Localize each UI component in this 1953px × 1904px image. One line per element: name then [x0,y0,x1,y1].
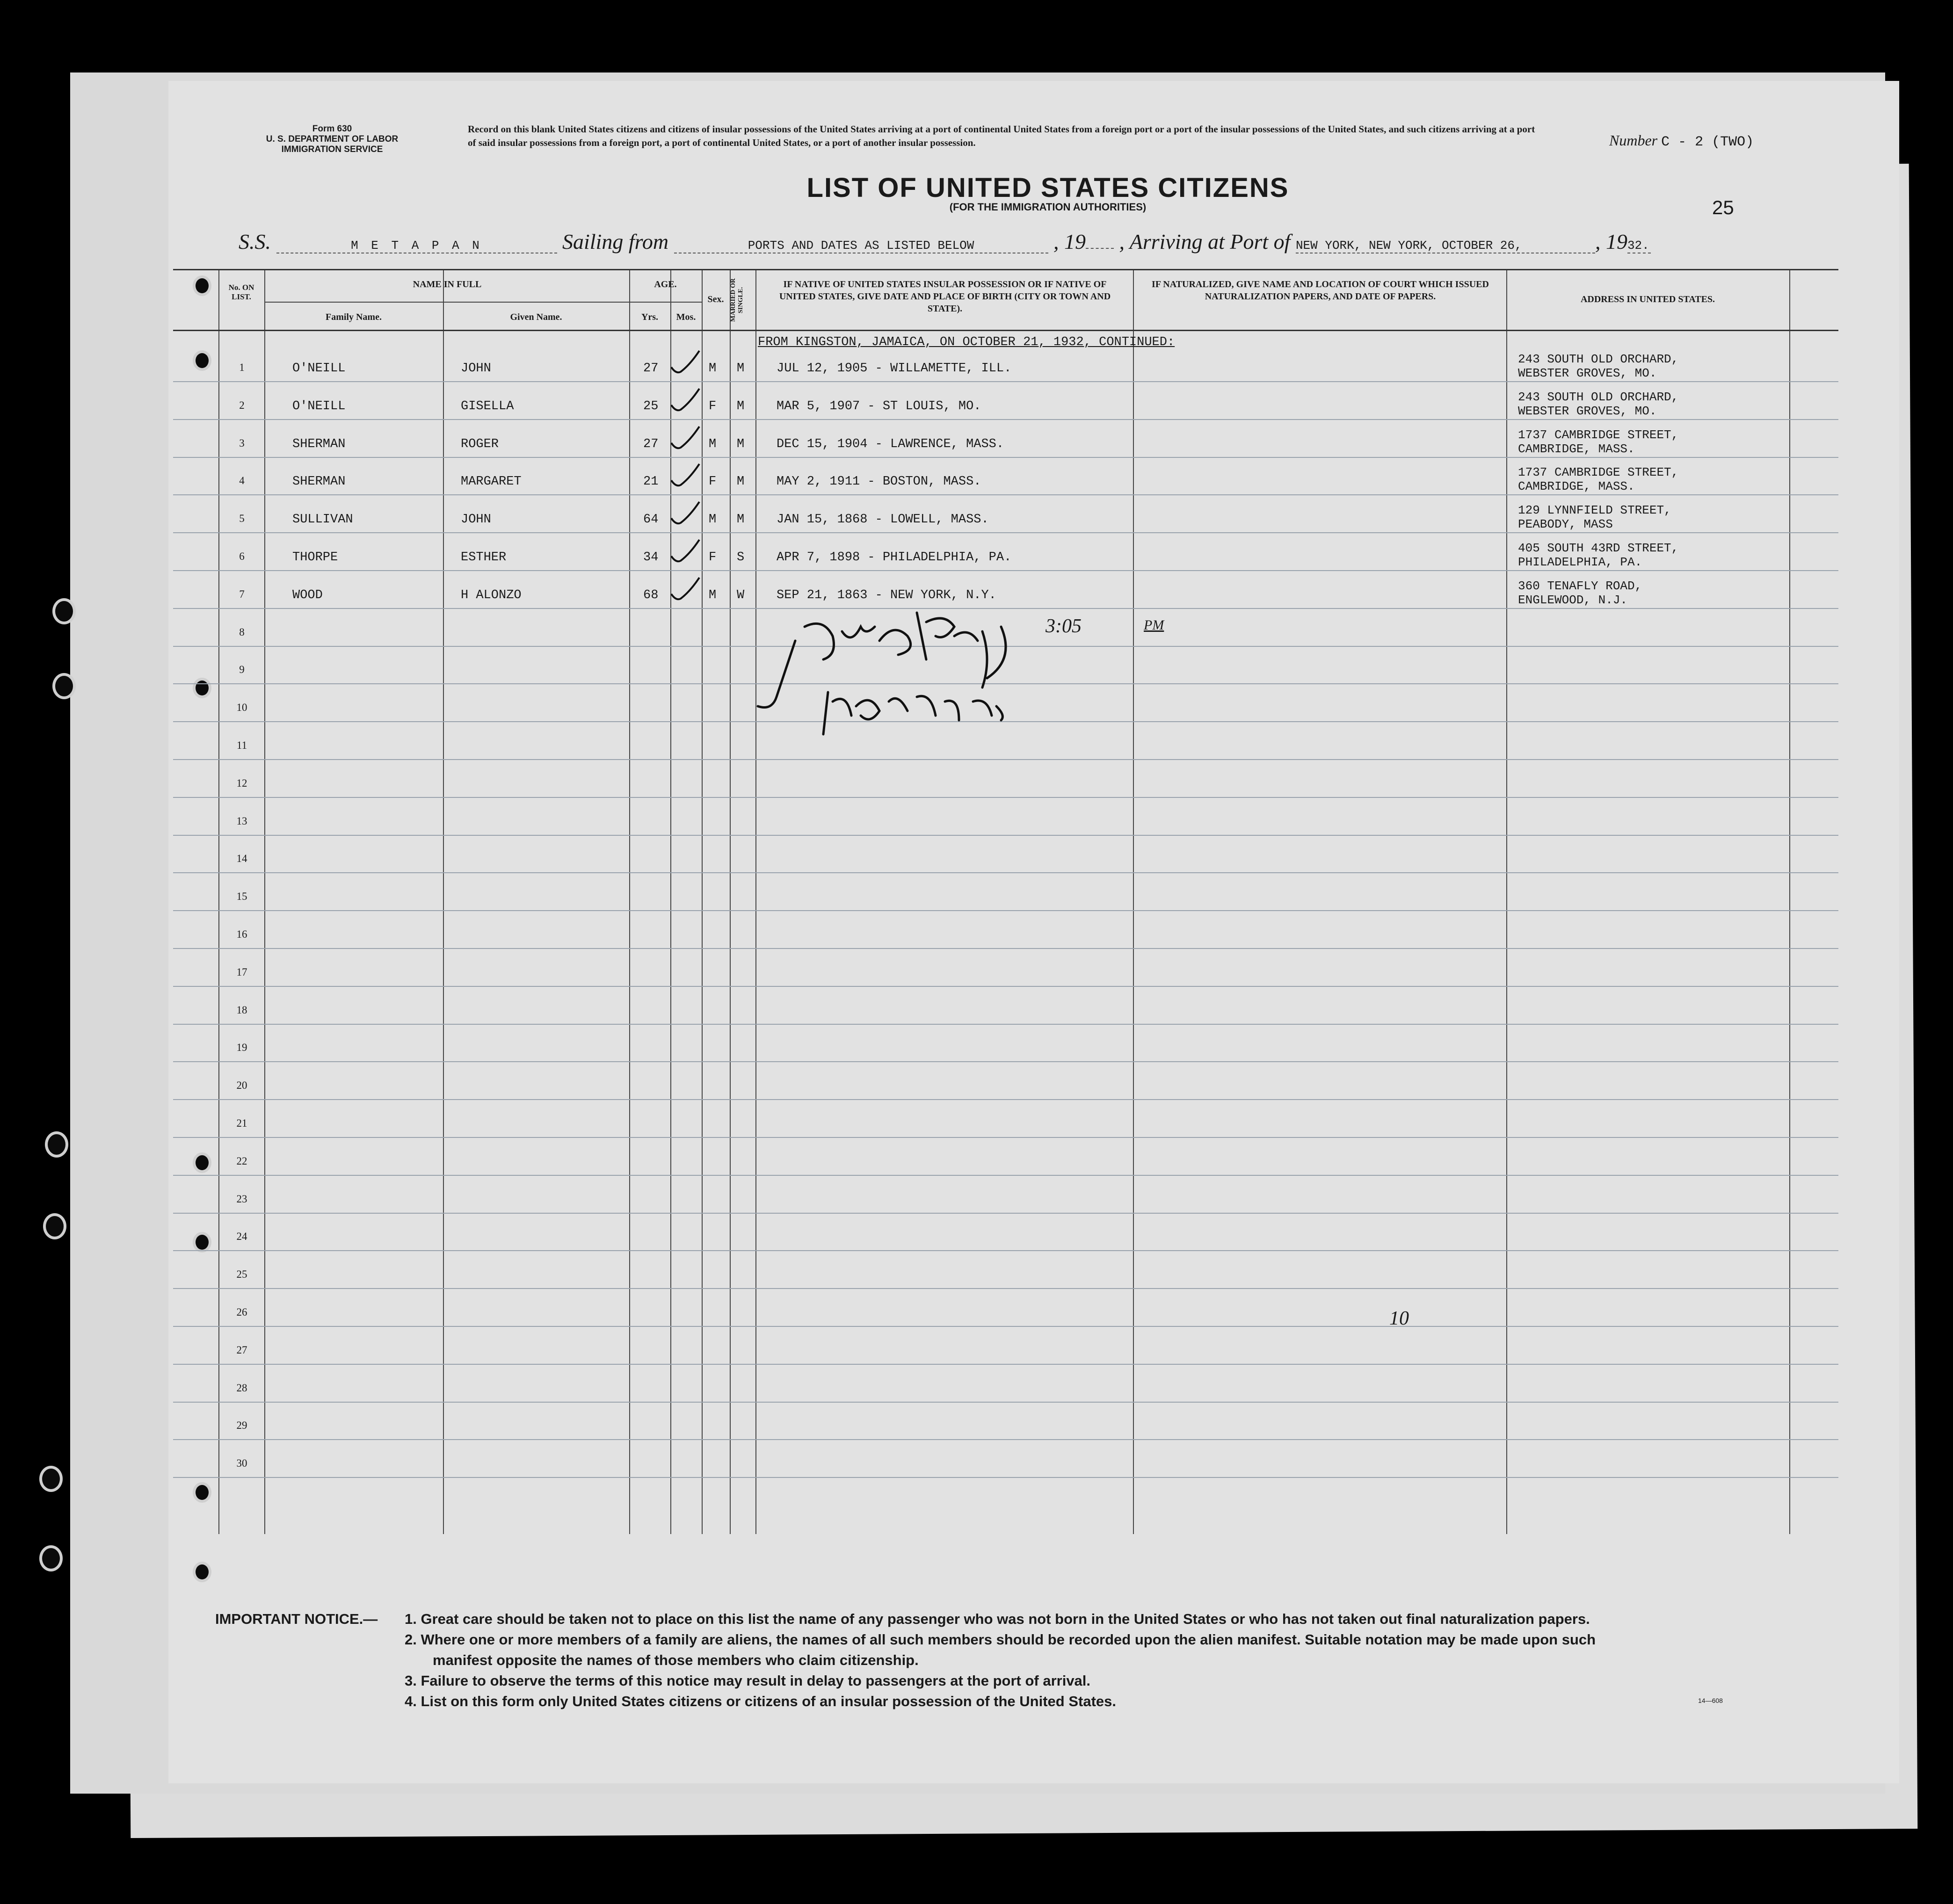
birth-date-place: DEC 15, 1904 - LAWRENCE, MASS. [777,437,1004,451]
row-number: 22 [236,1155,247,1167]
family-name: SULLIVAN [292,513,353,527]
sailing-ports: PORTS AND DATES AS LISTED BELOW [674,239,1048,253]
col-divider [1789,269,1790,1534]
binder-hole [55,601,73,622]
family-name: O'NEILL [292,362,346,376]
row-rule [173,797,1838,798]
arrival-port: NEW YORK, NEW YORK, OCTOBER 26, [1296,239,1595,253]
check-mark [669,500,702,528]
voyage-line [239,229,1651,254]
row-number: 29 [236,1419,247,1432]
col-divider [218,269,219,1534]
form-number: Form 630 [312,124,352,134]
row-number: 7 [239,588,245,600]
address-line: PHILADELPHIA, PA. [1518,555,1642,569]
sex: M [709,588,717,602]
age-years: 27 [643,362,659,376]
binder-hole [48,1134,65,1155]
col-divider [670,269,671,1534]
row-number: 4 [239,475,245,487]
header-no: No. ON LIST. [228,283,254,301]
header-name-in-full: NAME IN FULL [413,279,482,290]
row-number: 21 [236,1117,247,1129]
given-name: MARGARET [461,475,522,489]
form-identification [243,124,421,155]
row-rule [173,986,1838,987]
married-status: M [737,513,745,527]
row-rule [173,1213,1838,1214]
row-number: 10 [236,702,247,714]
handwritten-time [1045,615,1082,637]
header-rule [173,330,1838,331]
col-divider [264,269,265,1534]
row-rule [173,1250,1838,1251]
notice-item-3: 3. Failure to observe the terms of this notice may result in delay to passengers at the port of arrival. [405,1672,1091,1689]
row-rule [173,948,1838,949]
age-years: 25 [643,399,659,413]
col-divider [702,269,703,1534]
number-value: C - 2 (TWO) [1661,134,1754,150]
married-status: M [737,475,745,489]
given-name: JOHN [461,362,491,376]
address-line: WEBSTER GROVES, MO. [1518,404,1657,418]
age-years: 27 [643,437,659,451]
row-number: 1 [239,362,245,373]
birth-date-place: JAN 15, 1868 - LOWELL, MASS. [777,513,989,527]
age-years: 21 [643,475,659,489]
row-rule [173,835,1838,836]
col-divider [443,269,444,1534]
married-status: M [737,362,745,376]
notice-item-4: 4. List on this form only United States citizens or citizens of an insular possession of the United States. [405,1693,1116,1709]
header-years: Yrs. [641,312,659,322]
birth-date-place: MAR 5, 1907 - ST LOUIS, MO. [777,399,981,413]
row-number: 3 [239,437,245,449]
binder-hole [55,676,73,696]
row-number: 8 [239,626,245,638]
row-number: 9 [239,664,245,676]
sailing-year-prefix: , 19 [1053,230,1086,253]
row-number: 28 [236,1382,247,1394]
married-status: W [737,588,745,602]
binder-hole [42,1469,60,1489]
address-line: 405 SOUTH 43RD STREET, [1518,541,1679,555]
row-number: 19 [236,1042,247,1054]
address-line: 243 SOUTH OLD ORCHARD, [1518,390,1679,404]
ss-label: S.S. [239,230,271,253]
row-number: 18 [236,1004,247,1016]
sex: M [709,513,717,527]
row-rule [173,532,1838,533]
header-address: ADDRESS IN UNITED STATES. [1580,294,1715,304]
header-rule [264,302,630,303]
given-name: JOHN [461,513,491,527]
row-number: 2 [239,399,245,411]
header-given-name: Given Name. [510,312,562,322]
row-number: 5 [239,513,245,525]
row-rule [173,570,1838,571]
address-line: 243 SOUTH OLD ORCHARD, [1518,352,1679,366]
sailing-label: Sailing from [562,230,669,253]
family-name: SHERMAN [292,437,346,451]
time-value: 3:05 [1045,615,1082,637]
address-line: 1737 CAMBRIDGE STREET, [1518,465,1679,480]
margin-mark: 10 [1389,1308,1409,1329]
row-rule [173,1288,1838,1289]
row-rule [173,419,1838,420]
sex: F [709,399,717,413]
row-number: 13 [236,815,247,827]
birth-date-place: SEP 21, 1863 - NEW YORK, N.Y. [777,588,996,602]
address-line: 129 LYNNFIELD STREET, [1518,503,1671,518]
sex: M [709,362,717,376]
row-rule [173,1175,1838,1176]
row-number: 26 [236,1306,247,1318]
row-rule [173,381,1838,382]
address-line: CAMBRIDGE, MASS. [1518,442,1635,456]
married-status: M [737,437,745,451]
row-rule [173,1061,1838,1062]
notice-item-1: 1. Great care should be taken not to place on this list the name of any passenger who was not born in the United States or who has not taken out final naturalization papers. [405,1611,1590,1627]
row-number: 12 [236,777,247,789]
list-number [1609,132,1754,150]
sex: M [709,437,717,451]
address-line: CAMBRIDGE, MASS. [1518,479,1635,494]
notice-lead: IMPORTANT NOTICE.— [215,1611,378,1627]
given-name: ESTHER [461,550,507,565]
header-rule [173,269,1838,270]
service-name: IMMIGRATION SERVICE [281,145,383,154]
family-name: SHERMAN [292,475,346,489]
col-divider [730,269,731,1534]
birth-date-place: MAY 2, 1911 - BOSTON, MASS. [777,475,981,489]
row-number: 24 [236,1231,247,1243]
number-label: Number [1609,132,1658,149]
row-number: 23 [236,1193,247,1205]
birth-date-place: JUL 12, 1905 - WILLAMETTE, ILL. [777,362,1012,376]
row-rule [173,494,1838,495]
sex: F [709,550,717,565]
sex: F [709,475,717,489]
birth-date-place: APR 7, 1898 - PHILADELPHIA, PA. [777,550,1012,565]
row-number: 6 [239,550,245,562]
row-number: 17 [236,966,247,978]
address-line: PEABODY, MASS [1518,517,1613,532]
row-number: 14 [236,853,247,865]
ship-name: M E T A P A N [276,239,557,253]
page-subtitle: (FOR THE IMMIGRATION AUTHORITIES) [949,201,1147,213]
arrival-year-prefix: , 19 [1595,230,1627,253]
row-rule [173,872,1838,873]
row-rule [173,1024,1838,1025]
row-rule [173,1402,1838,1403]
header-age: AGE. [654,279,677,290]
header-family-name: Family Name. [326,312,382,322]
page-title: LIST OF UNITED STATES CITIZENS [806,173,1289,203]
given-name: ROGER [461,437,499,451]
arriving-label: , Arriving at Port of [1119,230,1291,253]
col-divider [755,269,756,1534]
row-number: 11 [236,739,247,751]
married-status: M [737,399,745,413]
handwritten-pm: PM [1144,617,1164,633]
age-years: 68 [643,588,659,602]
intro-instructions: Record on this blank United States citizens and citizens of insular possessions of the United States arriving at a port of continental United States from a foreign port or a port of the insular possessions of the United States, and such citizens arriving at a port of said insular possessions from a foreign port, a port of continental United States, or a port of another insular possession. [468,123,1535,148]
age-years: 64 [643,513,659,527]
row-number: 16 [236,928,247,940]
notice-item-2-cont: manifest opposite the names of those members who claim citizenship. [433,1652,919,1668]
row-number: 15 [236,890,247,903]
handwritten-signature [655,585,1169,762]
arrival-year: 32. [1627,239,1651,253]
address-line: 1737 CAMBRIDGE STREET, [1518,427,1679,442]
binder-hole [46,1216,64,1237]
check-mark [669,462,702,490]
header-native-birth: IF NATIVE OF UNITED STATES INSULAR POSSESSION OR IF NATIVE OF UNITED STATES, GIVE DATE AND PLACE OF BIRTH (CITY OR TOWN AND STATE). [779,279,1111,314]
header-rule [629,302,702,303]
row-rule [173,1439,1838,1440]
row-number: 20 [236,1079,247,1092]
age-years: 34 [643,550,659,565]
header-sex: Sex. [707,294,724,304]
notice-item-2: 2. Where one or more members of a family are aliens, the names of all such members should be recorded upon the alien manifest. Suitable notation may be made upon such [405,1631,1596,1648]
check-mark [669,386,702,414]
row-rule [173,1137,1838,1138]
passenger-table [173,269,1838,1541]
row-number: 30 [236,1457,247,1470]
family-name: THORPE [292,550,338,565]
row-rule [173,1364,1838,1365]
header-married: MARRIED OR SINGLE. [730,278,744,322]
given-name: GISELLA [461,399,514,413]
col-divider [1506,269,1507,1534]
binder-hole [196,1564,209,1579]
section-note: FROM KINGSTON, JAMAICA, ON OCTOBER 21, 1932, CONTINUED: [758,335,1175,349]
header-naturalized: IF NATURALIZED, GIVE NAME AND LOCATION OF COURT WHICH ISSUED NATURALIZATION PAPERS, AND DATE OF PAPERS. [1152,279,1489,302]
binder-hole [42,1548,60,1569]
page-number: 25 [1712,196,1734,218]
col-divider [629,269,630,1534]
row-rule [173,910,1838,911]
married-status: S [737,550,745,565]
address-line: 360 TENAFLY ROAD, [1518,579,1642,593]
row-rule [173,1326,1838,1327]
department-name: U. S. DEPARTMENT OF LABOR [266,134,399,144]
row-rule [173,1099,1838,1100]
row-rule [173,457,1838,458]
given-name: H ALONZO [461,588,522,602]
check-mark [669,348,702,376]
row-number: 25 [236,1268,247,1281]
check-mark [669,424,702,452]
address-line: ENGLEWOOD, N.J. [1518,593,1628,607]
address-line: WEBSTER GROVES, MO. [1518,366,1657,380]
row-rule [173,1477,1838,1478]
col-divider [1133,269,1134,1534]
family-name: WOOD [292,588,323,602]
row-number: 27 [236,1344,247,1356]
check-mark [669,537,702,565]
family-name: O'NEILL [292,399,346,413]
header-months: Mos. [676,312,696,322]
form-code: 14—608 [1698,1697,1723,1704]
